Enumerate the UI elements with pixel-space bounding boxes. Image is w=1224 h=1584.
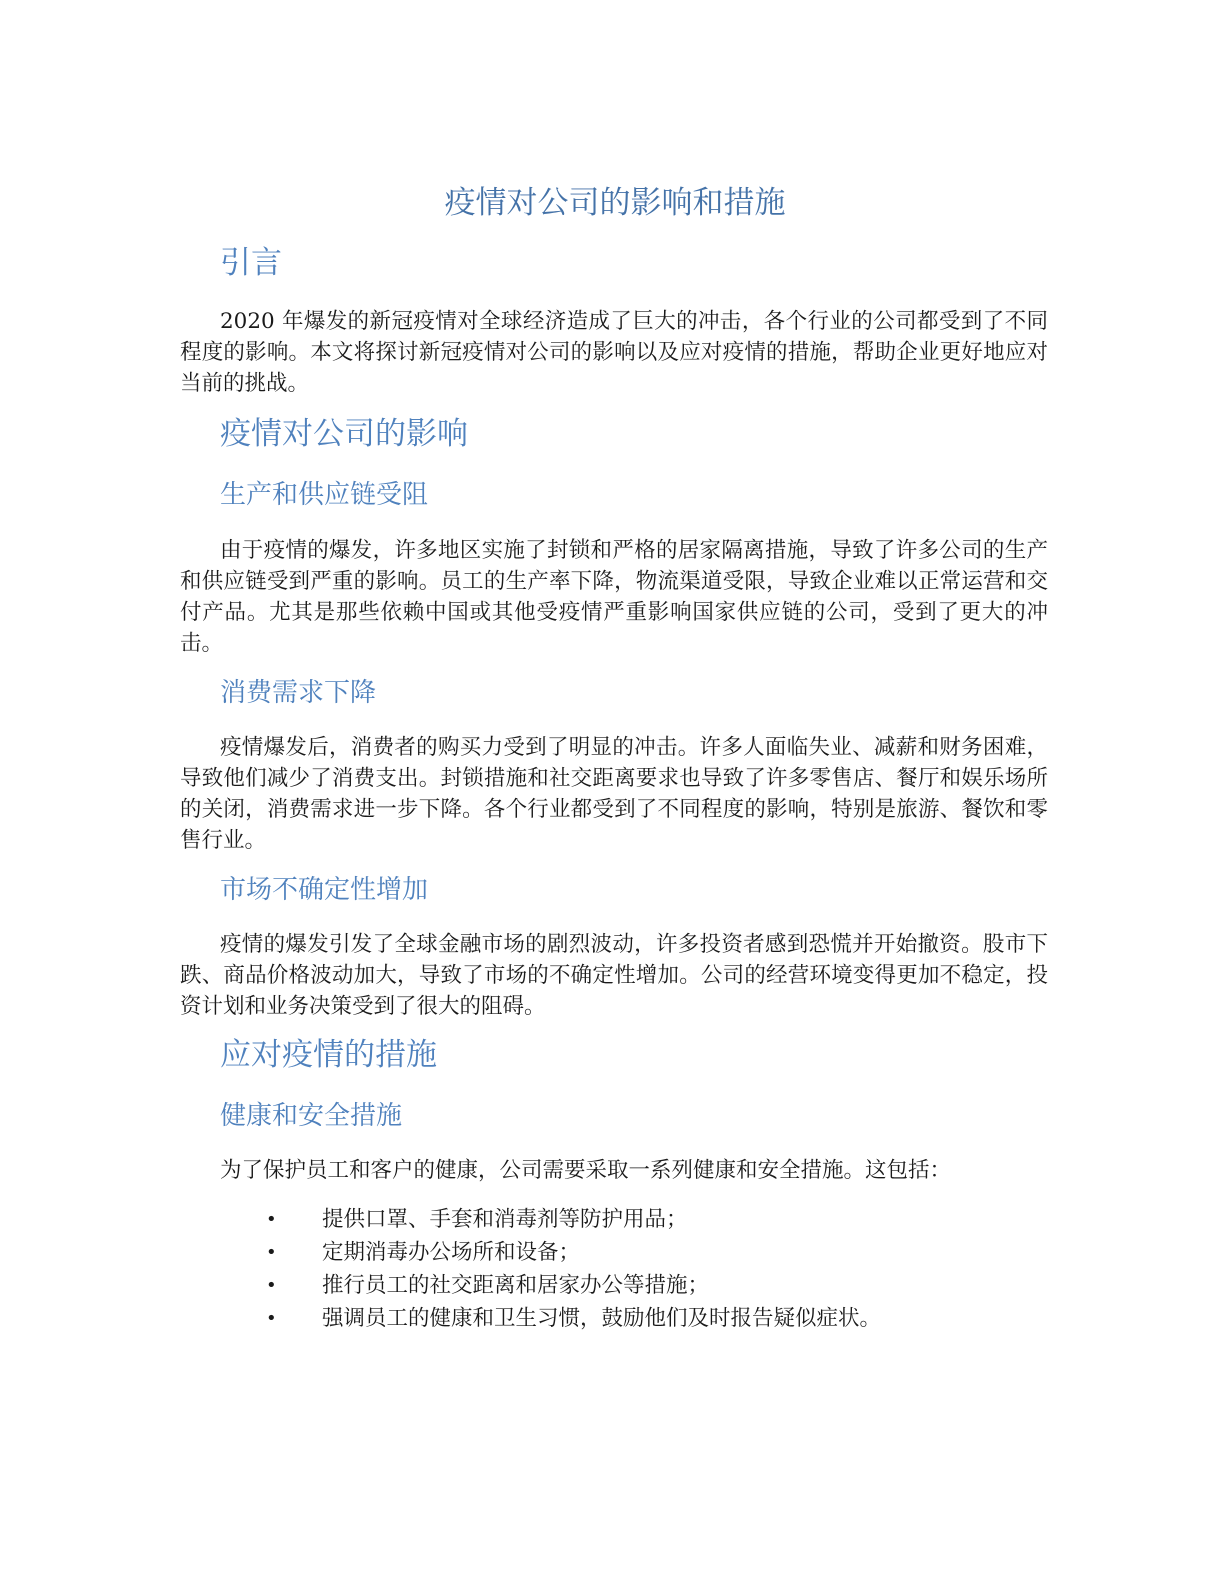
heading-impact: 疫情对公司的影响 [220,416,468,452]
bullet-icon: • [266,1242,277,1263]
paragraph-market: 疫情的爆发引发了全球金融市场的剧烈波动，许多投资者感到恐慌并开始撤资。股市下跌、商品价格波动加大，导致了市场的不确定性增加。公司的经营环境变得更加不稳定，投资计划和业务决策受到了很大的阻碍。 [180,932,1048,1019]
document-title: 疫情对公司的影响和措施 [444,185,786,221]
paragraph-demand: 疫情爆发后，消费者的购买力受到了明显的冲击。许多人面临失业、减薪和财务困难，导致他们减少了消费支出。封锁措施和社交距离要求也导致了许多零售店、餐厅和娱乐场所的关闭，消费需求进一步下降。各个行业都受到了不同程度的影响，特别是旅游、餐饮和零售行业。 [180,735,1048,853]
list-item-text: 强调员工的健康和卫生习惯，鼓励他们及时报告疑似症状。 [322,1306,882,1331]
list-item-text: 定期消毒办公场所和设备； [322,1240,581,1265]
measures-list [180,1204,1050,1336]
list-item [180,1270,1050,1303]
heading-demand: 消费需求下降 [220,678,377,708]
paragraph-intro: 2020 年爆发的新冠疫情对全球经济造成了巨大的冲击，各个行业的公司都受到了不同程度的影响。本文将探讨新冠疫情对公司的影响以及应对疫情的措施，帮助企业更好地应对当前的挑战。 [180,309,1048,396]
bullet-icon: • [266,1209,277,1230]
list-item [180,1204,1050,1237]
paragraph-health-safety: 为了保护员工和客户的健康，公司需要采取一系列健康和安全措施。这包括： [220,1158,952,1183]
paragraph-supply-chain: 由于疫情的爆发，许多地区实施了封锁和严格的居家隔离措施，导致了许多公司的生产和供应链受到严重的影响。员工的生产率下降，物流渠道受限，导致企业难以正常运营和交付产品。尤其是那些依赖中国或其他受疫情严重影响国家供应链的公司，受到了更大的冲击。 [180,538,1048,656]
list-item-text: 提供口罩、手套和消毒剂等防护用品； [322,1207,688,1232]
bullet-icon: • [266,1275,277,1296]
list-item-text: 推行员工的社交距离和居家办公等措施； [322,1273,710,1298]
list-item [180,1303,1050,1336]
heading-measures: 应对疫情的措施 [220,1037,437,1073]
list-item [180,1237,1050,1270]
heading-intro: 引言 [220,245,282,281]
heading-market: 市场不确定性增加 [220,875,429,905]
heading-supply-chain: 生产和供应链受阻 [220,480,429,510]
bullet-icon: • [266,1308,277,1329]
heading-health-safety: 健康和安全措施 [220,1101,403,1131]
